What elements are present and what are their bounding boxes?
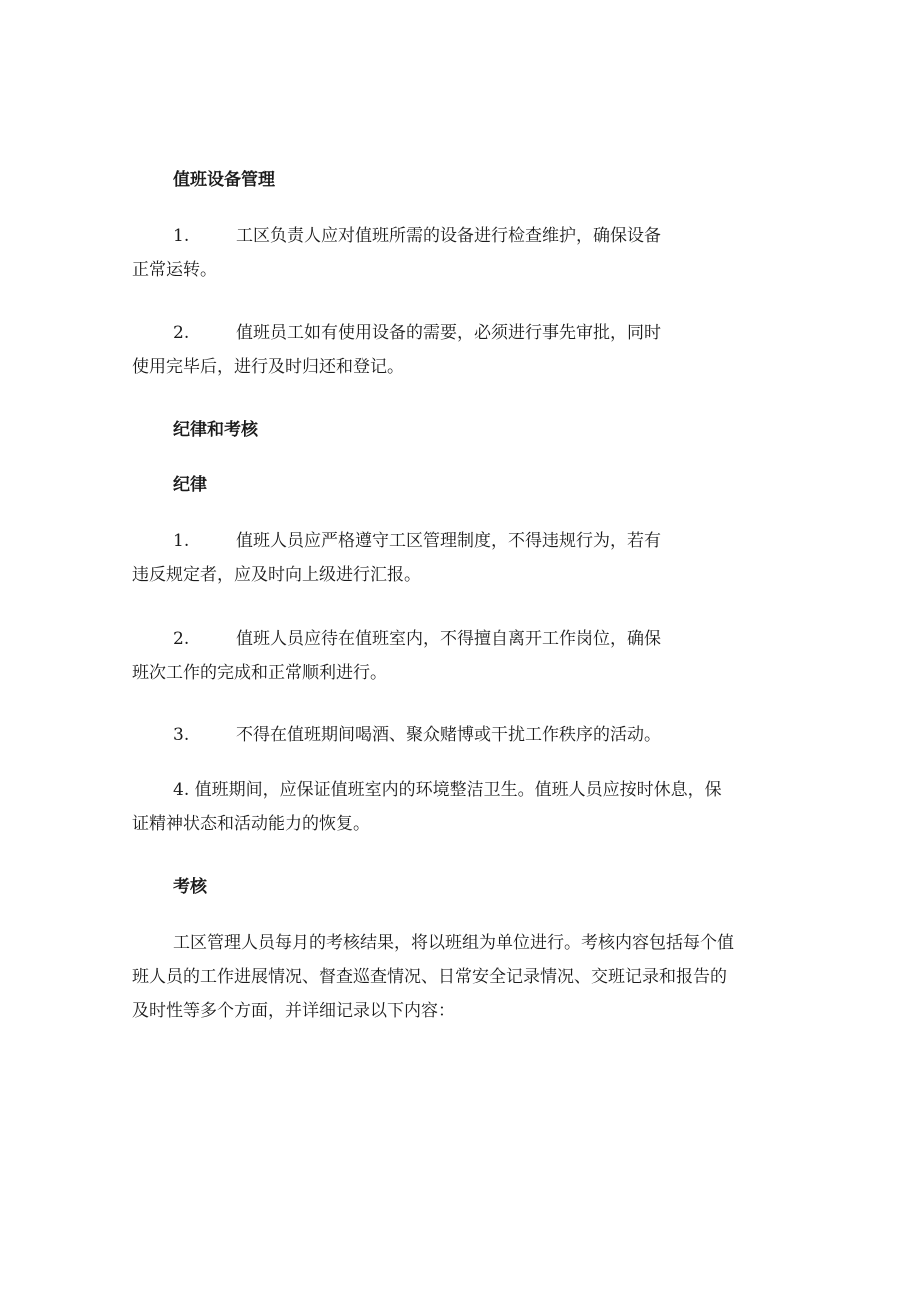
paragraph-line1: 工区管理人员每月的考核结果，将以班组为单位进行。考核内容包括每个值 [173,933,734,953]
paragraph-line2: 班人员的工作进展情况、督查巡查情况、日常安全记录情况、交班记录和报告的 [132,967,727,987]
equipment-item-2 [132,316,661,384]
paragraph-line3: 及时性等多个方面，并详细记录以下内容： [132,1001,455,1021]
item-number: 3. [173,725,190,745]
item-number: 1. [173,531,190,551]
item-text-line2: 违反规定者，应及时向上级进行汇报。 [132,565,421,585]
heading-equipment: 值班设备管理 [173,170,275,190]
item-text-line1: 工区负责人应对值班所需的设备进行检查维护，确保设备 [236,226,661,246]
heading-assessment: 考核 [173,877,207,897]
assessment-paragraph [132,926,734,1028]
item-number: 1. [173,226,190,246]
item-text-line1: 值班人员应严格遵守工区管理制度，不得违规行为，若有 [236,531,661,551]
item-number: 2. [173,323,190,343]
item-number: 2. [173,629,190,649]
discipline-item-3 [132,718,661,752]
heading-discipline: 纪律 [173,475,207,495]
item-text-line1: 值班员工如有使用设备的需要，必须进行事先审批，同时 [236,323,661,343]
item-text-line1: 值班人员应待在值班室内，不得擅自离开工作岗位，确保 [236,629,661,649]
heading-discipline-assessment: 纪律和考核 [173,420,258,440]
item-text-line2: 证精神状态和活动能力的恢复。 [132,814,370,834]
equipment-item-1 [132,219,661,287]
item-text-line2: 正常运转。 [132,260,217,280]
item-text-line1: 不得在值班期间喝酒、聚众赌博或干扰工作秩序的活动。 [236,725,661,745]
item-text-line2: 使用完毕后，进行及时归还和登记。 [132,357,404,377]
discipline-item-1 [132,524,661,592]
discipline-item-2 [132,622,661,690]
item-text-line2: 班次工作的完成和正常顺利进行。 [132,663,387,683]
discipline-item-4 [132,773,722,841]
item-text-line1: 4. 值班期间，应保证值班室内的环境整洁卫生。值班人员应按时休息，保 [173,780,722,800]
